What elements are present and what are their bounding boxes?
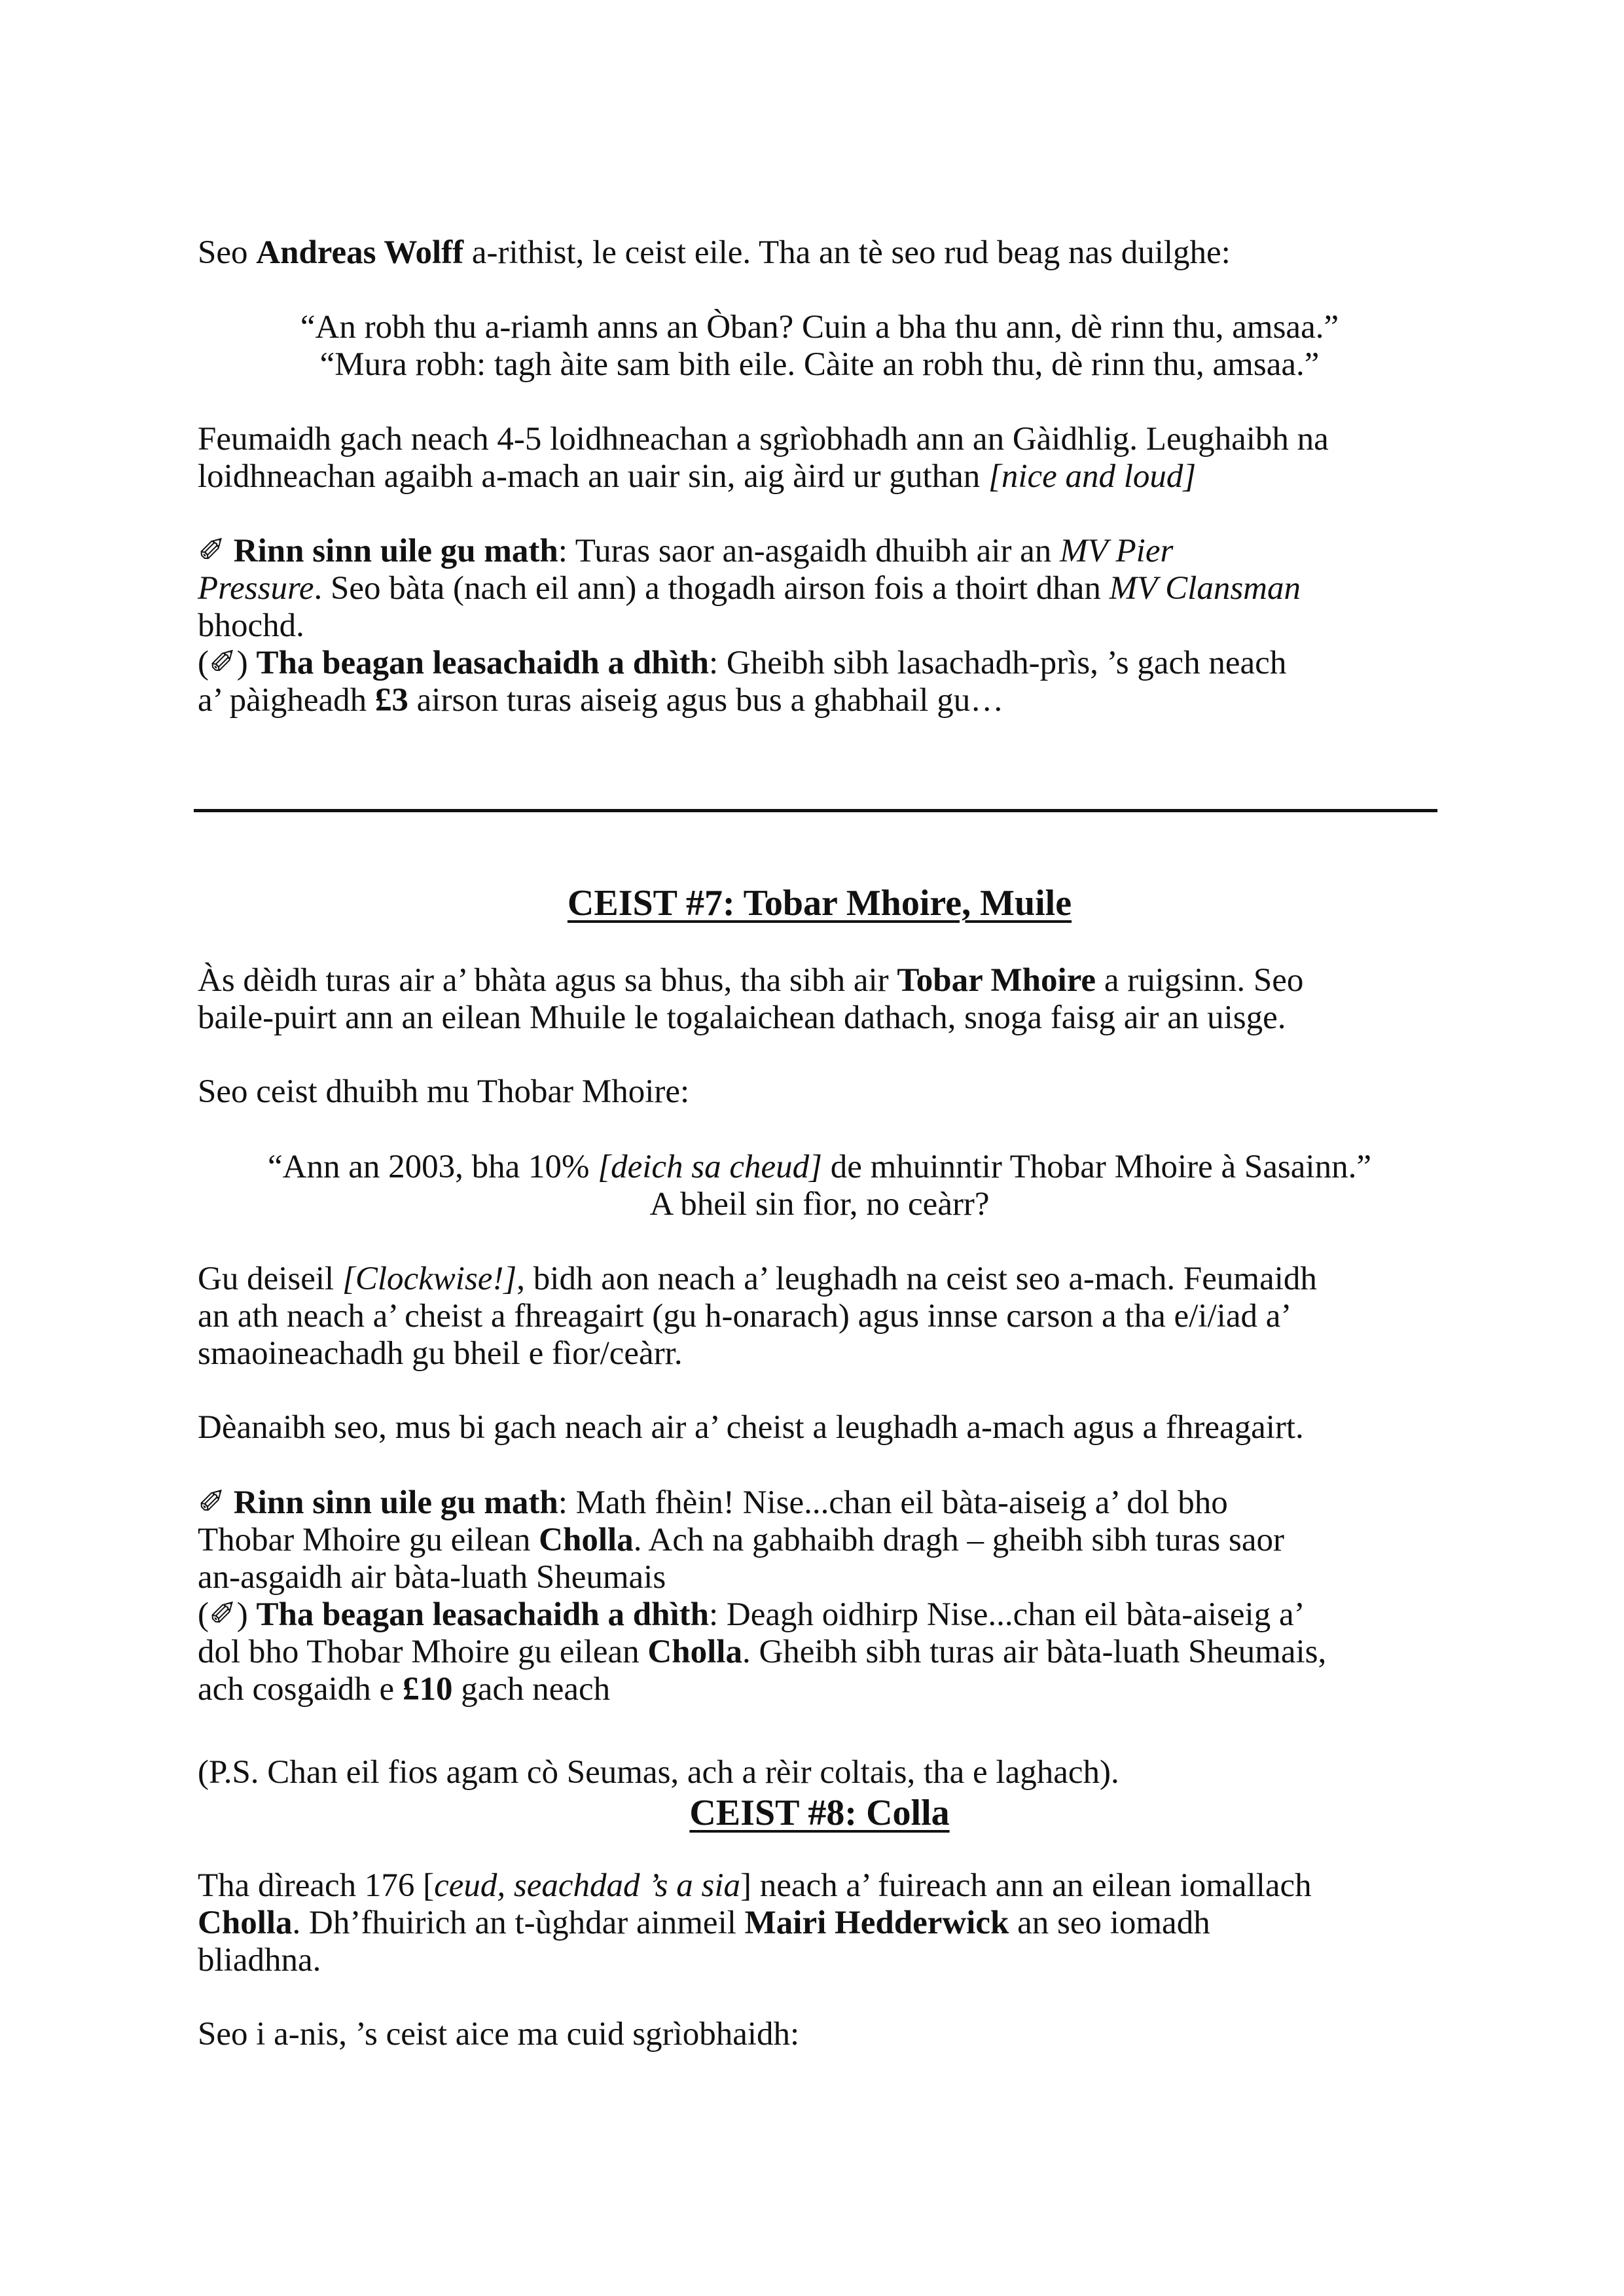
outcome-label-partial: Tha beagan leasachaidh a dhìth <box>256 645 709 681</box>
section-heading-ceist-7: CEIST #7: Tobar Mhoire, Muile <box>567 883 1072 924</box>
quote-line: “An robh thu a-riamh anns an Òban? Cuin a bha thu ann, dè rinn thu, amsaa.” <box>300 309 1339 346</box>
pencil-check-icon: ✐ <box>198 533 226 569</box>
closing-line: Seo i a-nis, ’s ceist aice ma cuid sgrìobhaidh: <box>198 2016 800 2053</box>
instructions-paragraph: Feumaidh gach neach 4-5 loidhneachan a sgrìobhadh ann an Gàidhlig. Leughaibh na loidhneachan agaibh a-mach an uair sin, aig àird ur guthan [nice and loud] <box>198 421 1329 495</box>
repeat-instruction: Dèanaibh seo, mus bi gach neach air a’ cheist a leughadh a-mach agus a fhreagairt. <box>198 1409 1304 1446</box>
section-heading-ceist-8: CEIST #8: Colla <box>689 1793 950 1833</box>
price: £3 <box>374 682 408 719</box>
section-divider <box>194 809 1437 812</box>
outcome-label-good: Rinn sinn uile gu math <box>233 1484 558 1521</box>
postscript: (P.S. Chan eil fios agam cò Seumas, ach a rèir coltais, tha e laghach). <box>198 1754 1119 1791</box>
ceist-7-intro: Às dèidh turas air a’ bhàta agus sa bhus, tha sibh air Tobar Mhoire a ruigsinn. Seo baile-puirt ann an eilean Mhuile le togalaichean dathach, snoga faisg air an uisge. <box>198 962 1304 1036</box>
quote-line: “Mura robh: tagh àite sam bith eile. Càite an robh thu, dè rinn thu, amsaa.” <box>319 346 1320 383</box>
intro-paragraph: Seo Andreas Wolff a-rithist, le ceist eile. Tha an tè seo rud beag nas duilghe: <box>198 234 1231 271</box>
pencil-check-icon: (✐) <box>198 1596 248 1633</box>
author-name: Andreas Wolff <box>256 234 464 271</box>
outcomes-block-2: ✐ Rinn sinn uile gu math: Math fhèin! Nise...chan eil bàta-aiseig a’ dol bho Thobar Mhoire gu eilean Cholla. Ach na gabhaibh dragh – gheibh sibh turas saor an-asgaidh air bàta-luath Sheumais (✐) Tha beagan leasachaidh a dhìth: Deagh oidhirp Nise...chan eil bàta-aiseig a’ dol bho Thobar Mhoire gu eilean Cholla. Gheibh sibh turas air bàta-luath Sheumais, ach cosgaidh e £10 gach neach <box>198 1484 1327 1708</box>
quote-block-2: “Ann an 2003, bha 10% [deich sa cheud] de mhuinntir Thobar Mhoire à Sasainn.” A bheil sin fìor, no ceàrr? <box>268 1149 1371 1223</box>
quote-block-1 <box>198 309 1441 384</box>
pencil-check-icon: (✐) <box>198 645 248 681</box>
ceist-7-instructions: Gu deiseil [Clockwise!], bidh aon neach a’ leughadh na ceist seo a-mach. Feumaidh an ath neach a’ cheist a fhreagairt (gu h-onarach) agus innse carson a tha e/i/iad a’ smaoineachadh gu bheil e fìor/ceàrr. <box>198 1261 1317 1372</box>
outcomes-block-1: ✐ Rinn sinn uile gu math: Turas saor an-asgaidh dhuibh air an MV Pier Pressure. Seo bàta (nach eil ann) a thogadh airson fois a thoirt dhan MV Clansman bhochd. (✐) Tha beagan leasachaidh a dhìth: Gheibh sibh lasachadh-prìs, ’s gach neach a’ pàigheadh £3 airson turas aiseig agus bus a ghabhail gu… <box>198 533 1301 719</box>
price: £10 <box>402 1671 453 1708</box>
outcome-label-good: Rinn sinn uile gu math <box>233 533 558 569</box>
outcome-label-partial: Tha beagan leasachaidh a dhìth <box>256 1596 709 1633</box>
ceist-8-intro: Tha dìreach 176 [ceud, seachdad ’s a sia] neach a’ fuireach ann an eilean iomallach Cholla. Dh’fhuirich an t-ùghdar ainmeil Mairi Hedderwick an seo iomadh bliadhna. <box>198 1867 1312 1979</box>
question-intro: Seo ceist dhuibh mu Thobar Mhoire: <box>198 1073 690 1110</box>
pencil-check-icon: ✐ <box>198 1484 226 1521</box>
